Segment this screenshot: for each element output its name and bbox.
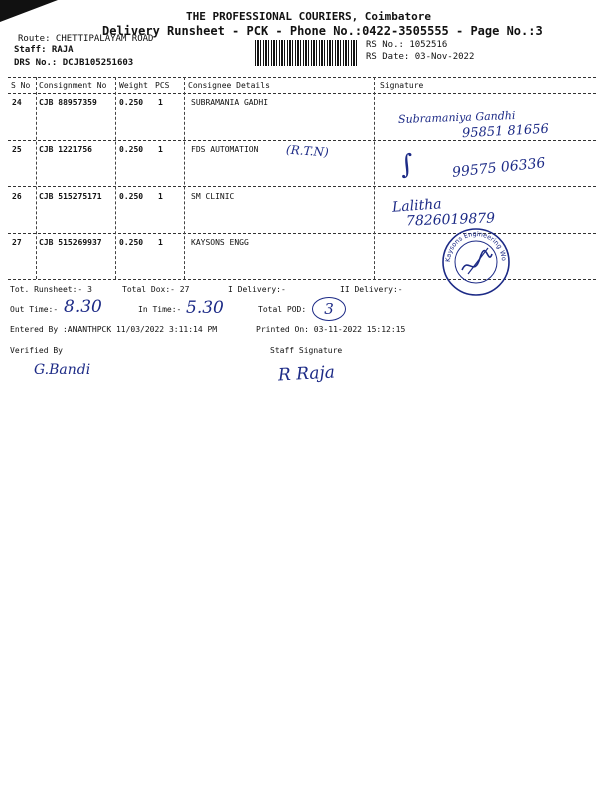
company-name: THE PROFESSIONAL COURIERS, Coimbatore	[186, 10, 432, 23]
row-sno: 27	[12, 238, 22, 247]
entered-by: Entered By :ANANTHPCK 11/03/2022 3:11:14 PM	[10, 325, 218, 334]
row-sno: 24	[12, 98, 22, 107]
row-consignee: KAYSONS ENGG	[191, 238, 249, 247]
row-consignment: CJB 515275171	[39, 192, 102, 201]
row-consignment: CJB 515269937	[39, 238, 102, 247]
in-time-value: 5.30	[186, 298, 224, 318]
out-time-value: 8.30	[64, 297, 102, 317]
column-divider	[184, 77, 185, 279]
column-divider	[374, 77, 375, 279]
total-pod-label: Total POD:	[258, 305, 307, 314]
header-consignee: Consignee Details	[188, 81, 270, 90]
route-label: Route: CHETTIPALAYAM ROAD	[18, 34, 154, 44]
handwritten-note: (R.T.N)	[285, 142, 330, 160]
ii-delivery: II Delivery:-	[340, 285, 403, 294]
handwritten-phone: 7826019879	[405, 210, 496, 230]
printed-on: Printed On: 03-11-2022 15:12:15	[256, 325, 406, 334]
company-stamp	[438, 226, 514, 298]
i-delivery: I Delivery:-	[228, 285, 286, 294]
staff-signature-label: Staff Signature	[270, 346, 343, 355]
header-weight: Weight	[119, 81, 148, 90]
verifier-signature: G.Bandi	[34, 362, 91, 378]
header-signature: Signature	[380, 81, 424, 90]
header-pcs: PCS	[155, 81, 170, 90]
row-consignee: FDS AUTOMATION	[191, 145, 259, 154]
column-divider	[36, 77, 37, 279]
handwritten-phone: 95851 81656	[461, 121, 550, 142]
row-rule	[8, 140, 596, 141]
row-consignee: SUBRAMANIA GADHI	[191, 98, 269, 107]
out-time-label: Out Time:-	[10, 305, 59, 314]
barcode	[255, 40, 358, 66]
row-sno: 25	[12, 145, 22, 154]
in-time-label: In Time:-	[138, 305, 182, 314]
row-rule	[8, 186, 596, 187]
handwritten-phone: 99575 06336	[451, 155, 547, 181]
scan-corner-mark	[0, 0, 58, 22]
stamp-text: Kaysons Engineering Wo	[443, 229, 509, 263]
row-weight: 0.250	[119, 192, 144, 201]
row-sno: 26	[12, 192, 22, 201]
row-consignment: CJB 1221756	[39, 145, 92, 154]
total-runsheet: Tot. Runsheet:- 3	[10, 285, 92, 294]
verified-by-label: Verified By	[10, 346, 63, 355]
row-weight: 0.250	[119, 145, 144, 154]
header-consignment: Consignment No	[39, 81, 107, 90]
row-weight: 0.250	[119, 98, 144, 107]
runsheet-title: Delivery Runsheet - PCK - Phone No.:0422-3505555 - Page No.:3	[102, 24, 543, 38]
staff-label: Staff: RAJA	[14, 45, 74, 55]
rs-date: RS Date: 03-Nov-2022	[366, 52, 475, 62]
table-header-rule	[8, 93, 596, 94]
rs-number: RS No.: 1052516	[366, 40, 448, 50]
row-consignment: CJB 88957359	[39, 98, 97, 107]
handwritten-signature: Subramaniya Gandhi	[397, 108, 516, 127]
total-pod-value: 3	[312, 297, 346, 321]
row-pcs: 1	[158, 145, 163, 154]
table-top-rule	[8, 77, 596, 78]
row-pcs: 1	[158, 238, 163, 247]
staff-signature: R Raja	[277, 362, 336, 386]
row-consignee: SM CLINIC	[191, 192, 235, 201]
column-divider	[115, 77, 116, 279]
row-pcs: 1	[158, 192, 163, 201]
row-pcs: 1	[158, 98, 163, 107]
header-sno: S No	[11, 81, 31, 90]
signature-mark: ∫	[397, 149, 416, 181]
handwritten-signature: Lalitha	[391, 196, 443, 216]
row-weight: 0.250	[119, 238, 144, 247]
drs-number: DRS No.: DCJB105251603	[14, 58, 134, 68]
total-dox: Total Dox:- 27	[122, 285, 190, 294]
